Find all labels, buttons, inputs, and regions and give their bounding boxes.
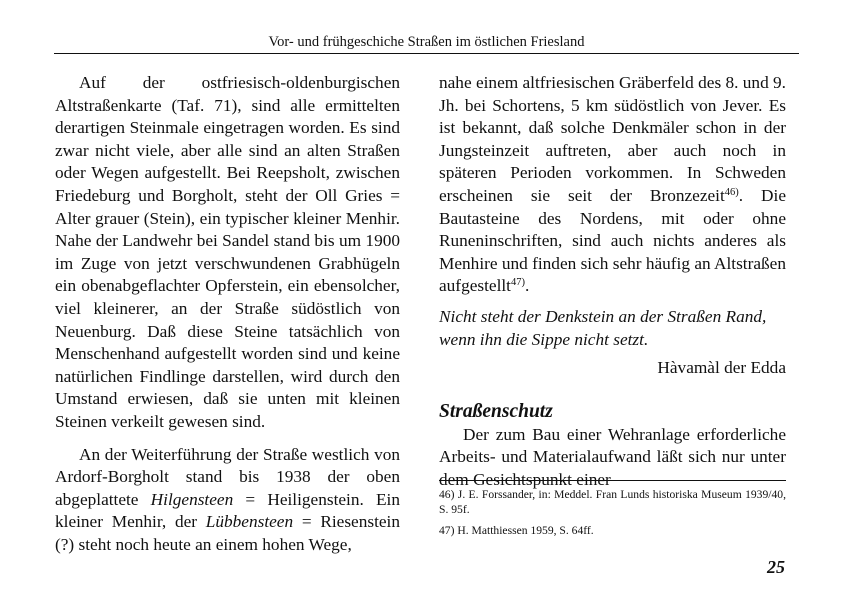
paragraph-strassenschutz: Der zum Bau einer Wehranlage erforderliche Arbeits- und Materialaufwand läßt sich nur unter dem Gesichtspunkt einer: [439, 424, 786, 489]
paragraph-steinmale: Auf der ostfriesisch-oldenburgischen Altstraßenkarte (Taf. 71), sind alle ermittelten derartigen Steinmale eingetragen worden. Es sind zwar nicht viele, aber alle sind an alten Straßen oder Wegen aufgestellt. Bei Reepsholt, zwischen Friedeburg und Borgholt, steht der Oll Gries = Alter grauer (Stein), ein typischer kleiner Menhir. Nahe der Landwehr bei Sandel stand bis um 1900 im Zuge von jetzt verschwundenen Grabhügeln ein obenabgeflachter Opferstein, ein ebensolcher, viel kleinerer, an der Straße südöstlich von Neuenburg. Daß diese Steine tatsächlich von Menschenhand aufgestellt worden sind und keine natürlichen Findlinge darstellen, wird durch den Umstand erwiesen, daß sie unten mit kleinen Steinen verkeilt gewesen sind.: [55, 73, 400, 431]
footnote-ref-47[interactable]: 47): [510, 277, 525, 289]
footnotes: [439, 480, 786, 544]
paragraph-schortens: [439, 72, 786, 298]
footnote-47: 47) H. Matthiessen 1959, S. 64ff.: [439, 524, 594, 537]
verse-source: Hàvamàl der Edda: [657, 358, 786, 378]
text-run: . Die Bautasteine des Nordens, mit oder ohne Runeninschriften, sind auch nichts anderes als Menhire und finden sich sehr häufig an Altstraßen aufgestellt: [439, 185, 786, 296]
right-column: [439, 72, 786, 492]
text-run: nahe einem altfriesischen Gräberfeld des 8. und 9. Jh. bei Schortens, 5 km südöstlich von Jever. Es ist bekannt, daß solche Denkmäler schon in der Jungsteinzeit auftreten, aber auch noch in späteren Perioden vorkommen. In Schweden erscheinen sie seit der Bronzezeit: [439, 73, 786, 205]
text-run: = Riesenstein (?) steht noch heute an einem hohen Wege,: [55, 512, 400, 554]
term-luebbensteen: Lübbensteen: [205, 512, 294, 532]
footnote-46: 46) J. E. Forssander, in: Meddel. Fran Lunds historiska Museum 1939/40, S. 95f.: [439, 488, 786, 516]
text-run: = Heiligenstein. Ein kleiner Menhir, der: [55, 489, 400, 532]
page-number: 25: [767, 557, 785, 577]
section-heading: Straßenschutz: [439, 400, 553, 422]
text-run: An der Weiterführung der Straße westlich von Ardorf-Borgholt stand bis 1938 der oben abgeplattete: [55, 444, 400, 509]
verse-quote: [439, 306, 786, 351]
term-hilgensteen: Hilgensteen: [150, 489, 234, 509]
footnote-ref-46[interactable]: 46): [724, 186, 739, 198]
text-run: .: [524, 276, 530, 296]
paragraph-hilgensteen: [55, 444, 400, 557]
header-rule: [54, 53, 799, 54]
running-head: Vor- und frühgeschiche Straßen im östlichen Friesland: [268, 34, 585, 50]
verse-line: Nicht steht der Denkstein an der Straßen Rand,: [439, 306, 767, 326]
verse-line: wenn ihn die Sippe nicht setzt.: [439, 329, 649, 349]
left-column: [55, 72, 400, 556]
